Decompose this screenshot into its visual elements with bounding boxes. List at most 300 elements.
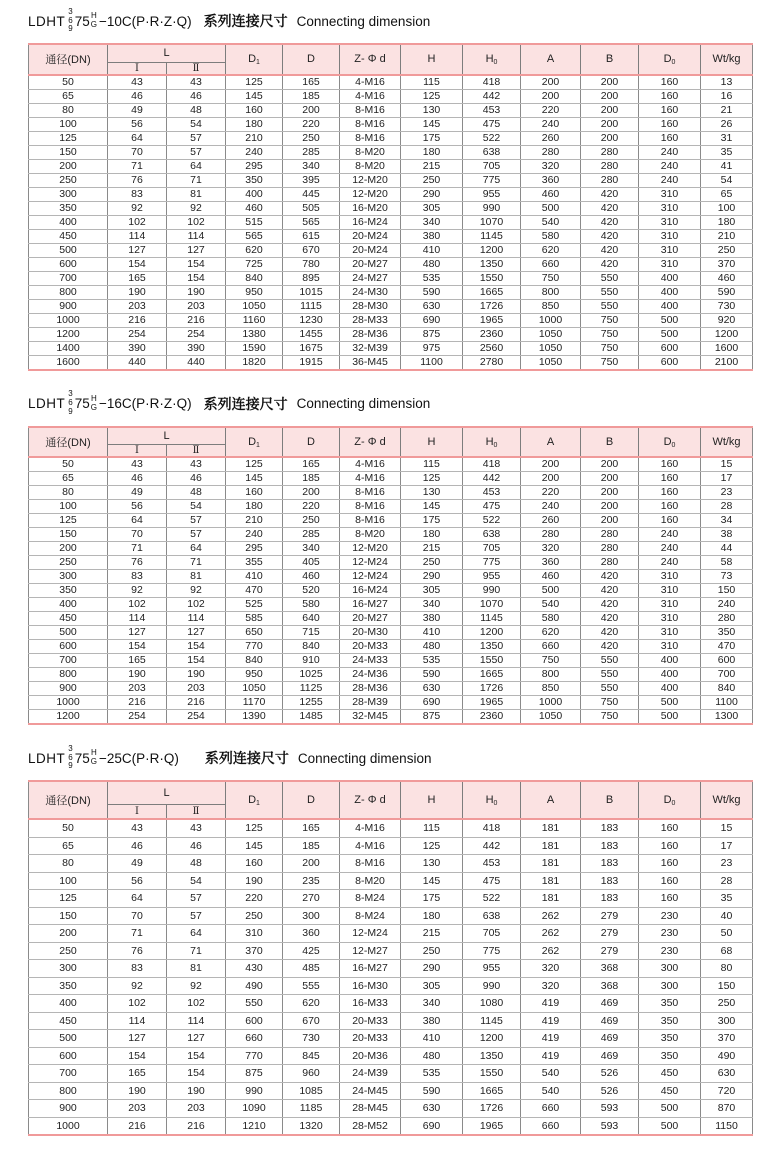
table-row	[29, 1047, 753, 1065]
col-h: H	[401, 44, 463, 75]
cell: 1665	[463, 1082, 521, 1100]
cell: 28-M33	[340, 313, 401, 327]
table-row	[29, 500, 753, 514]
cell: 64	[167, 925, 226, 943]
cell: 419	[521, 1030, 581, 1048]
cell: 295	[226, 542, 283, 556]
cell: 340	[401, 598, 463, 612]
cell: 24-M45	[340, 1082, 401, 1100]
cell: 525	[226, 598, 283, 612]
cell: 1000	[521, 313, 581, 327]
cell: 370	[226, 942, 283, 960]
cell: 28-M30	[340, 299, 401, 313]
cell: 165	[108, 1065, 167, 1083]
table-row	[29, 960, 753, 978]
cell: 418	[463, 457, 521, 472]
cell: 600	[29, 1047, 108, 1065]
cell: 565	[283, 215, 340, 229]
cell: 46	[108, 837, 167, 855]
cell: 535	[401, 1065, 463, 1083]
col-h0	[463, 44, 521, 75]
cell: 160	[639, 89, 701, 103]
cell: 185	[283, 89, 340, 103]
cell: 279	[581, 942, 639, 960]
cell: 43	[167, 819, 226, 837]
cell: 28-M36	[340, 327, 401, 341]
col-l1: Ⅰ	[108, 62, 167, 75]
cell: 600	[226, 1012, 283, 1030]
cell: 181	[521, 837, 581, 855]
stack-letter: H	[90, 748, 97, 758]
cell: 1000	[29, 1117, 108, 1135]
cell: 250	[283, 131, 340, 145]
cell: 522	[463, 890, 521, 908]
cell: 114	[167, 229, 226, 243]
cell: 190	[167, 1082, 226, 1100]
cell: 340	[283, 159, 340, 173]
cell: 8-M16	[340, 514, 401, 528]
cell: 183	[581, 890, 639, 908]
col-wt: Wt/kg	[701, 427, 753, 458]
cell: 54	[701, 173, 753, 187]
cell: 154	[167, 640, 226, 654]
col-l: L	[108, 427, 226, 445]
cell: 470	[226, 584, 283, 598]
cell: 262	[521, 942, 581, 960]
col-dn: 通径(DN)	[29, 781, 108, 819]
cell: 540	[521, 215, 581, 229]
cell: 240	[701, 598, 753, 612]
table-row	[29, 890, 753, 908]
cell: 12-M24	[340, 556, 401, 570]
cell: 216	[108, 313, 167, 327]
cell: 190	[167, 285, 226, 299]
cell: 240	[639, 556, 701, 570]
cell: 590	[401, 285, 463, 299]
cell: 102	[167, 598, 226, 612]
cell: 630	[401, 299, 463, 313]
cell: 1050	[226, 682, 283, 696]
cell: 350	[639, 1030, 701, 1048]
model-letter-stack	[91, 395, 97, 413]
cell: 80	[29, 486, 108, 500]
cell: 565	[226, 229, 283, 243]
cell: 71	[167, 173, 226, 187]
cell: 4-M16	[340, 837, 401, 855]
cell: 1015	[283, 285, 340, 299]
cell: 775	[463, 556, 521, 570]
cell: 350	[701, 626, 753, 640]
cell: 1665	[463, 285, 521, 299]
cell: 203	[108, 299, 167, 313]
cell: 340	[401, 215, 463, 229]
cell: 2560	[463, 341, 521, 355]
cell: 8-M24	[340, 890, 401, 908]
cell: 320	[521, 977, 581, 995]
model-letter-stack	[91, 12, 97, 30]
cell: 215	[401, 159, 463, 173]
cell: 400	[639, 271, 701, 285]
cell: 215	[401, 542, 463, 556]
table-row	[29, 612, 753, 626]
cell: 730	[283, 1030, 340, 1048]
cell: 1600	[701, 341, 753, 355]
cell: 290	[401, 187, 463, 201]
cell: 160	[639, 872, 701, 890]
col-a: A	[521, 44, 581, 75]
table-row	[29, 75, 753, 90]
table-row	[29, 925, 753, 943]
cell: 750	[521, 271, 581, 285]
cell: 350	[639, 995, 701, 1013]
cell: 64	[167, 159, 226, 173]
cell: 20-M33	[340, 1030, 401, 1048]
cell: 200	[521, 89, 581, 103]
cell: 145	[226, 837, 283, 855]
cell: 469	[581, 995, 639, 1013]
cell: 320	[521, 960, 581, 978]
cell: 220	[521, 486, 581, 500]
cell: 175	[401, 514, 463, 528]
cell: 12-M24	[340, 925, 401, 943]
cell: 240	[521, 117, 581, 131]
cell: 34	[701, 514, 753, 528]
cell: 350	[639, 1012, 701, 1030]
model-prefix: LDHT	[28, 396, 66, 411]
col-d1-sub: 1	[256, 800, 260, 807]
table-row	[29, 1065, 753, 1083]
cell: 12-M24	[340, 570, 401, 584]
col-d: D	[283, 427, 340, 458]
cell: 750	[581, 341, 639, 355]
table-row	[29, 837, 753, 855]
cell: 43	[108, 819, 167, 837]
cell: 48	[167, 103, 226, 117]
cell: 450	[639, 1082, 701, 1100]
cell: 460	[521, 187, 581, 201]
cell: 190	[108, 285, 167, 299]
cell: 670	[283, 243, 340, 257]
cell: 660	[521, 1117, 581, 1135]
cell: 470	[701, 640, 753, 654]
cell: 900	[29, 682, 108, 696]
cell: 12-M20	[340, 542, 401, 556]
cell: 1080	[463, 995, 521, 1013]
cell: 154	[167, 257, 226, 271]
cell: 279	[581, 907, 639, 925]
cell: 203	[108, 1100, 167, 1118]
cell: 65	[29, 837, 108, 855]
cell: 127	[108, 1030, 167, 1048]
cell: 900	[29, 299, 108, 313]
cell: 254	[167, 327, 226, 341]
table-title-16c	[28, 389, 752, 419]
table-row	[29, 243, 753, 257]
cell: 250	[29, 556, 108, 570]
cell: 522	[463, 131, 521, 145]
cell: 950	[226, 668, 283, 682]
cell: 154	[108, 1047, 167, 1065]
cell: 160	[639, 103, 701, 117]
cell: 125	[29, 514, 108, 528]
cell: 1230	[283, 313, 340, 327]
cell: 295	[226, 159, 283, 173]
cell: 1050	[226, 299, 283, 313]
table-row	[29, 215, 753, 229]
table-row	[29, 187, 753, 201]
cell: 102	[167, 215, 226, 229]
cell: 200	[521, 457, 581, 472]
cell: 420	[581, 187, 639, 201]
cell: 420	[581, 640, 639, 654]
cell: 240	[639, 159, 701, 173]
cell: 16-M20	[340, 201, 401, 215]
cell: 590	[701, 285, 753, 299]
table-row	[29, 229, 753, 243]
col-l1: Ⅰ	[108, 804, 167, 819]
cell: 1200	[463, 1030, 521, 1048]
cell: 150	[701, 584, 753, 598]
cell: 20-M24	[340, 243, 401, 257]
cell: 310	[639, 187, 701, 201]
cell: 550	[581, 682, 639, 696]
col-h0-main: H	[485, 794, 494, 806]
cell: 580	[521, 612, 581, 626]
table-row	[29, 528, 753, 542]
cell: 1000	[521, 696, 581, 710]
cell: 410	[401, 1030, 463, 1048]
table-row	[29, 584, 753, 598]
cell: 420	[581, 215, 639, 229]
cell: 68	[701, 942, 753, 960]
col-d1-sub: 1	[256, 441, 260, 449]
cell: 460	[701, 271, 753, 285]
cell: 840	[283, 640, 340, 654]
cell: 1145	[463, 612, 521, 626]
cell: 48	[167, 486, 226, 500]
cell: 585	[226, 612, 283, 626]
cell: 500	[639, 1100, 701, 1118]
cell: 8-M20	[340, 528, 401, 542]
cell: 770	[226, 640, 283, 654]
cell: 24-M30	[340, 285, 401, 299]
cell: 165	[108, 271, 167, 285]
cell: 430	[226, 960, 283, 978]
col-h0	[463, 427, 521, 458]
col-a: A	[521, 427, 581, 458]
col-d0-sub: 0	[671, 800, 676, 807]
cell: 300	[639, 960, 701, 978]
cell: 270	[283, 890, 340, 908]
cell: 49	[108, 486, 167, 500]
cell: 32-M45	[340, 710, 401, 725]
cell: 442	[463, 89, 521, 103]
cell: 620	[226, 243, 283, 257]
cell: 580	[521, 229, 581, 243]
cell: 355	[226, 556, 283, 570]
cell: 1255	[283, 696, 340, 710]
cell: 160	[639, 75, 701, 90]
cell: 260	[521, 131, 581, 145]
cell: 4-M16	[340, 472, 401, 486]
table-row	[29, 173, 753, 187]
col-d: D	[283, 44, 340, 75]
table-row	[29, 117, 753, 131]
cell: 54	[167, 500, 226, 514]
dimension-table-25c	[28, 780, 753, 1136]
cell: 64	[108, 131, 167, 145]
cell: 125	[29, 890, 108, 908]
cell: 81	[167, 570, 226, 584]
col-h0-main: H	[485, 435, 494, 448]
cell: 50	[29, 75, 108, 90]
table-body-16c	[29, 457, 753, 724]
cell: 750	[581, 327, 639, 341]
cell: 670	[283, 1012, 340, 1030]
col-h0	[463, 781, 521, 819]
cell: 127	[167, 243, 226, 257]
cell: 2100	[701, 355, 753, 370]
table-row	[29, 486, 753, 500]
col-b: B	[581, 44, 639, 75]
cell: 300	[283, 907, 340, 925]
model-mid: 75	[74, 396, 90, 411]
cell: 290	[401, 960, 463, 978]
cell: 1050	[521, 327, 581, 341]
cell: 254	[108, 327, 167, 341]
cell: 750	[581, 710, 639, 725]
cell: 725	[226, 257, 283, 271]
cell: 360	[283, 925, 340, 943]
cell: 26	[701, 117, 753, 131]
cell: 280	[581, 145, 639, 159]
cell: 70	[108, 528, 167, 542]
table-row	[29, 103, 753, 117]
table-row	[29, 131, 753, 145]
cell: 720	[701, 1082, 753, 1100]
table-body-25c	[29, 819, 753, 1135]
stack-num: 6	[68, 752, 73, 762]
cell: 65	[29, 89, 108, 103]
col-d0-sub: 0	[671, 441, 676, 449]
cell: 280	[581, 542, 639, 556]
cell: 515	[226, 215, 283, 229]
cell: 690	[401, 1117, 463, 1135]
cell: 127	[108, 243, 167, 257]
cell: 81	[167, 187, 226, 201]
cell: 1726	[463, 299, 521, 313]
cell: 895	[283, 271, 340, 285]
cell: 593	[581, 1117, 639, 1135]
cell: 50	[701, 925, 753, 943]
cell: 56	[108, 117, 167, 131]
cell: 850	[521, 682, 581, 696]
cell: 150	[29, 145, 108, 159]
table-row	[29, 1012, 753, 1030]
cell: 8-M16	[340, 855, 401, 873]
cell: 620	[521, 243, 581, 257]
stack-num: 9	[68, 406, 73, 416]
cell: 262	[521, 907, 581, 925]
cell: 1150	[701, 1117, 753, 1135]
cell: 840	[226, 654, 283, 668]
cell: 154	[167, 1047, 226, 1065]
cell: 4-M16	[340, 89, 401, 103]
cell: 8-M16	[340, 117, 401, 131]
cell: 420	[581, 584, 639, 598]
cell: 310	[639, 570, 701, 584]
col-d0-main: D	[663, 435, 672, 448]
cell: 350	[29, 977, 108, 995]
col-d1	[226, 781, 283, 819]
cell: 200	[283, 486, 340, 500]
cell: 200	[581, 103, 639, 117]
cell: 165	[283, 819, 340, 837]
cell: 526	[581, 1065, 639, 1083]
col-b: B	[581, 781, 639, 819]
cell: 8-M16	[340, 103, 401, 117]
cell: 165	[283, 457, 340, 472]
cell: 440	[167, 355, 226, 370]
cell: 425	[283, 942, 340, 960]
cell: 500	[639, 1117, 701, 1135]
cell: 200	[29, 925, 108, 943]
cell: 58	[701, 556, 753, 570]
cell: 76	[108, 173, 167, 187]
cell: 57	[167, 514, 226, 528]
cell: 210	[226, 131, 283, 145]
cell: 850	[521, 299, 581, 313]
stack-num: 6	[68, 15, 73, 25]
table-row	[29, 995, 753, 1013]
cell: 460	[521, 570, 581, 584]
cell: 1726	[463, 682, 521, 696]
cell: 200	[29, 542, 108, 556]
cell: 505	[283, 201, 340, 215]
series-label-cn: 系列连接尺寸	[204, 750, 289, 766]
cell: 115	[401, 457, 463, 472]
cell: 92	[167, 977, 226, 995]
cell: 203	[167, 682, 226, 696]
col-h: H	[401, 781, 463, 819]
col-d0-main: D	[663, 794, 672, 806]
series-label-cn: 系列连接尺寸	[203, 13, 288, 29]
cell: 1550	[463, 654, 521, 668]
cell: 160	[639, 855, 701, 873]
col-d1	[226, 44, 283, 75]
stack-num: 3	[68, 743, 73, 753]
table-row	[29, 472, 753, 486]
cell: 638	[463, 145, 521, 159]
cell: 125	[29, 131, 108, 145]
col-b: B	[581, 427, 639, 458]
cell: 420	[581, 257, 639, 271]
table-row	[29, 89, 753, 103]
cell: 410	[226, 570, 283, 584]
cell: 175	[401, 131, 463, 145]
cell: 410	[401, 243, 463, 257]
cell: 419	[521, 1012, 581, 1030]
col-d: D	[283, 781, 340, 819]
cell: 145	[401, 500, 463, 514]
cell: 43	[167, 457, 226, 472]
cell: 38	[701, 528, 753, 542]
cell: 450	[639, 1065, 701, 1083]
cell: 1100	[401, 355, 463, 370]
cell: 1390	[226, 710, 283, 725]
cell: 180	[226, 500, 283, 514]
cell: 125	[226, 819, 283, 837]
